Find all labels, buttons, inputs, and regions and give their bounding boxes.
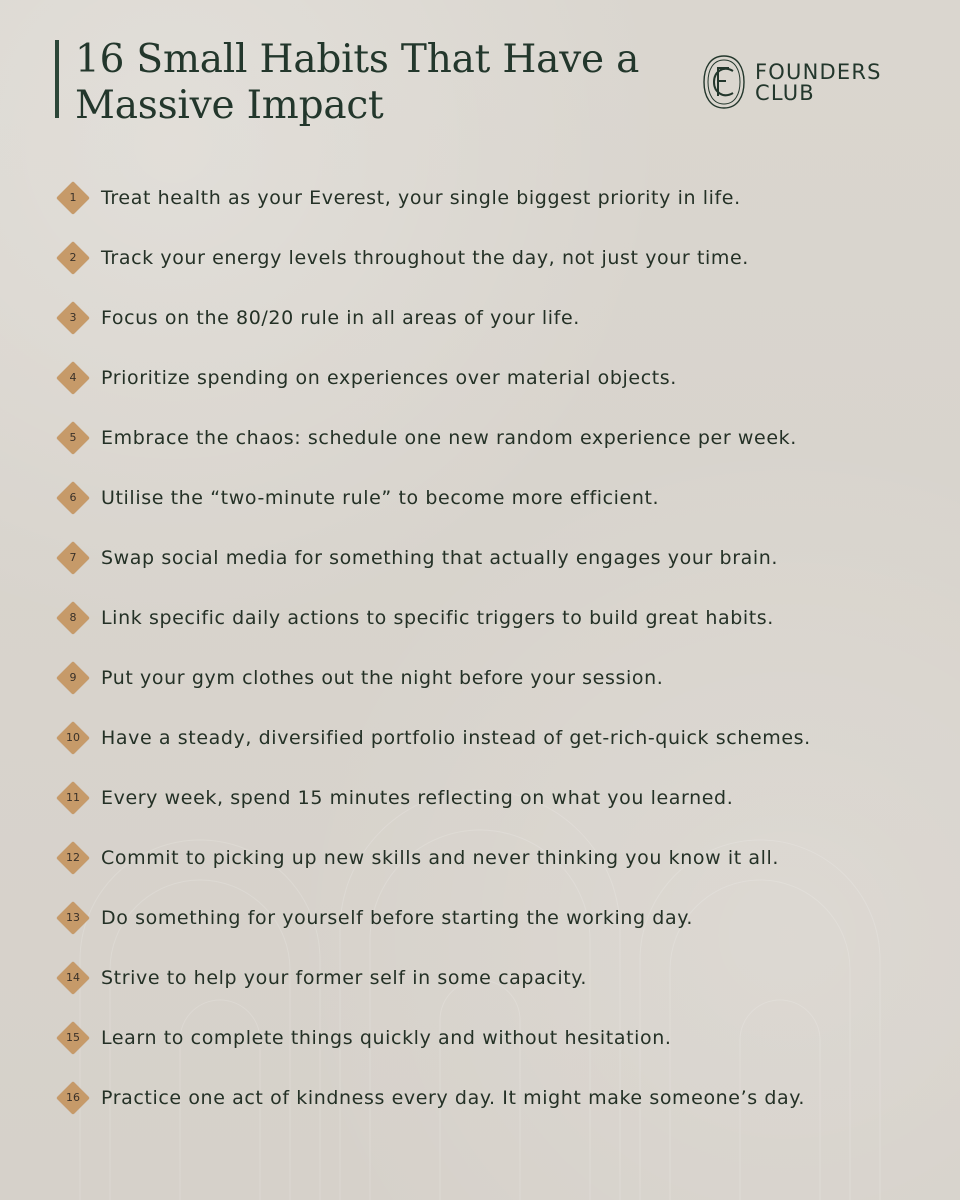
habit-number: 3	[69, 311, 77, 324]
page-title: 16 Small Habits That Have a Massive Impact	[75, 37, 640, 128]
brand-name: FOUNDERS	[755, 60, 882, 84]
habit-number: 4	[69, 371, 77, 384]
habit-text: Do something for yourself before starting the working day.	[101, 907, 693, 929]
habit-text: Strive to help your former self in some capacity.	[101, 967, 588, 989]
habit-item-11	[56, 781, 916, 815]
habit-item-7	[56, 541, 916, 575]
habit-number: 7	[69, 551, 77, 564]
habit-item-4	[56, 361, 916, 395]
number-badge	[56, 901, 90, 935]
habit-text: Embrace the chaos: schedule one new random experience per week.	[101, 427, 797, 449]
habit-item-16	[56, 1081, 916, 1115]
habit-number: 2	[69, 251, 77, 264]
habit-text: Learn to complete things quickly and without hesitation.	[101, 1027, 672, 1049]
number-badge	[56, 481, 90, 515]
habit-item-10	[56, 721, 916, 755]
habit-text: Utilise the “two-minute rule” to become more efficient.	[101, 487, 660, 509]
habit-text: Treat health as your Everest, your single biggest priority in life.	[101, 187, 741, 209]
habit-item-2	[56, 241, 916, 275]
habit-item-3	[56, 301, 916, 335]
habit-item-8	[56, 601, 916, 635]
habit-item-12	[56, 841, 916, 875]
habit-item-14	[56, 961, 916, 995]
habit-number: 9	[69, 671, 77, 684]
number-badge	[56, 541, 90, 575]
habit-text: Focus on the 80/20 rule in all areas of your life.	[101, 307, 580, 329]
habit-number: 13	[66, 911, 80, 924]
number-badge	[56, 1081, 90, 1115]
habit-text: Link specific daily actions to specific triggers to build great habits.	[101, 607, 774, 629]
number-badge	[56, 961, 90, 995]
habit-number: 5	[69, 431, 77, 444]
number-badge	[56, 421, 90, 455]
habit-text: Every week, spend 15 minutes reflecting on what you learned.	[101, 787, 734, 809]
habit-item-13	[56, 901, 916, 935]
habit-item-1	[56, 181, 916, 215]
habit-number: 14	[66, 971, 80, 984]
brand-subname: CLUB	[755, 81, 815, 105]
habit-number: 1	[69, 191, 77, 204]
habit-number: 10	[66, 731, 80, 744]
number-badge	[56, 1021, 90, 1055]
habit-item-6	[56, 481, 916, 515]
habit-number: 11	[66, 791, 80, 804]
number-badge	[56, 841, 90, 875]
habit-number: 6	[69, 491, 77, 504]
number-badge	[56, 181, 90, 215]
habit-text: Put your gym clothes out the night before your session.	[101, 667, 664, 689]
number-badge	[56, 241, 90, 275]
habit-number: 15	[66, 1031, 80, 1044]
habit-text: Track your energy levels throughout the day, not just your time.	[101, 247, 749, 269]
habit-text: Practice one act of kindness every day. It might make someone’s day.	[101, 1087, 806, 1109]
number-badge	[56, 601, 90, 635]
habit-item-5	[56, 421, 916, 455]
habit-text: Commit to picking up new skills and never thinking you know it all.	[101, 847, 780, 869]
number-badge	[56, 781, 90, 815]
habit-item-9	[56, 661, 916, 695]
habit-text: Have a steady, diversified portfolio instead of get-rich-quick schemes.	[101, 727, 811, 749]
habit-text: Swap social media for something that actually engages your brain.	[101, 547, 779, 569]
number-badge	[56, 721, 90, 755]
habit-number: 8	[69, 611, 77, 624]
habit-text: Prioritize spending on experiences over material objects.	[101, 367, 677, 389]
habit-number: 16	[66, 1091, 80, 1104]
number-badge	[56, 301, 90, 335]
number-badge	[56, 361, 90, 395]
number-badge	[56, 661, 90, 695]
habit-item-15	[56, 1021, 916, 1055]
habit-number: 12	[66, 851, 80, 864]
